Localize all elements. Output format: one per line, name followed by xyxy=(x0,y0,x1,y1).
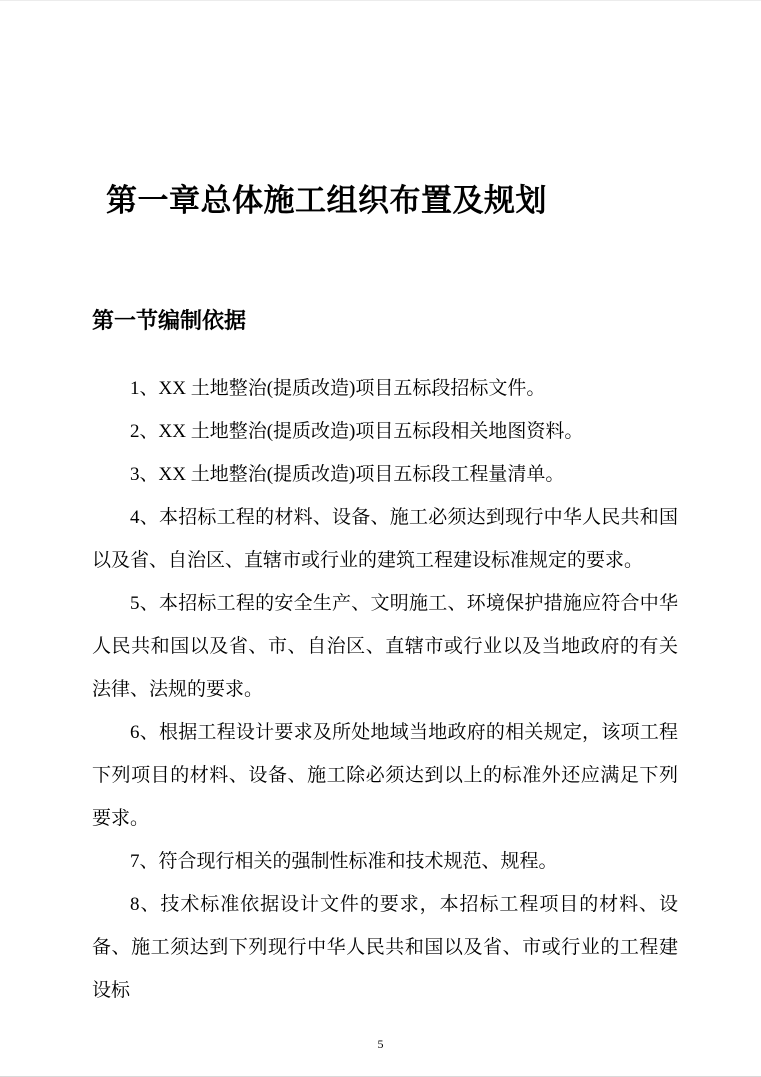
paragraph: 7、符合现行相关的强制性标准和技术规范、规程。 xyxy=(130,851,558,872)
paragraph: 4、本招标工程的材料、设备、施工必须达到现行中华人民共和国以及省、自治区、直辖市或行业的建筑工程建设标准规定的要求。 xyxy=(92,507,678,571)
paragraph: 2、XX 土地整治(提质改造)项目五标段相关地图资料。 xyxy=(130,421,584,442)
chapter-title: 第一章总体施工组织布置及规划 xyxy=(106,183,547,218)
section-heading: 第一节编制依据 xyxy=(92,308,247,333)
paragraph: 5、本招标工程的安全生产、文明施工、环境保护措施应符合中华人民共和国以及省、市、自治区、直辖市或行业以及当地政府的有关法律、法规的要求。 xyxy=(92,593,678,700)
paragraph: 3、XX 土地整治(提质改造)项目五标段工程量清单。 xyxy=(130,464,565,485)
page-number: 5 xyxy=(377,1037,384,1051)
document-body xyxy=(92,367,678,1012)
paragraph: 6、根据工程设计要求及所处地域当地政府的相关规定，该项工程下列项目的材料、设备、施工除必须达到以上的标准外还应满足下列要求。 xyxy=(92,722,678,829)
paragraph: 8、技术标准依据设计文件的要求，本招标工程项目的材料、设备、施工须达到下列现行中华人民共和国以及省、市或行业的工程建设标 xyxy=(92,894,678,1001)
paragraph: 1、XX 土地整治(提质改造)项目五标段招标文件。 xyxy=(130,378,546,399)
page-footer xyxy=(0,1037,761,1052)
